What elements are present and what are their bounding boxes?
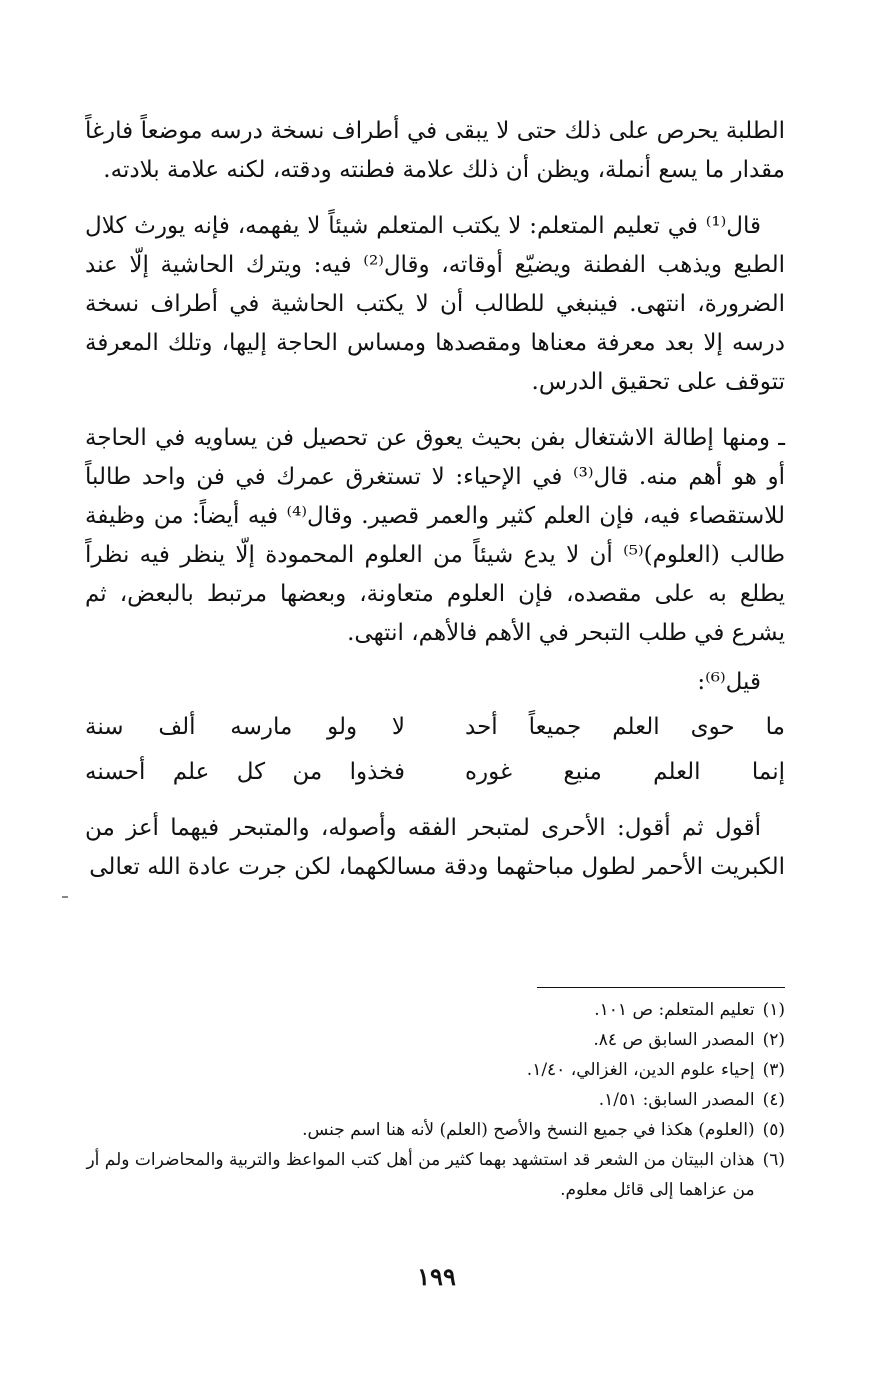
footnote-text: إحياء علوم الدين، الغزالي، ١/٤٠. [526, 1060, 755, 1080]
verse-1-first-hemistich: ما حوى العلم جميعاً أحد [465, 714, 785, 740]
paragraph-3: ـ ومنها إطالة الاشتغال بفن بحيث يعوق عن تحصيل فن يساويه في الحاجة أو هو أهم منه. قال⁽³⁾ في الإحياء: لا تستغرق عمرك في فن واحد طالباً للاستقصاء فيه، فإن العلم كثير والعمر قصير. وقال⁽⁴⁾ فيه أيضاً: من وظيفة طالب (العلوم)⁽⁵⁾ أن لا يدع شيئاً من العلوم المحمودة إلّا ينظر فيه نظراً يطلع به على مقصده، فإن العلوم متعاونة، وبعضها مرتبط بالبعض، ثم يشرع في طلب التبحر في الأهم فالأهم، انتهى. [85, 425, 785, 646]
footnote-4 [85, 1085, 785, 1115]
footnote-number: (٢) [762, 1030, 785, 1050]
verse-intro: قيل⁽⁶⁾: [697, 669, 761, 695]
footnote-number: (١) [762, 1000, 785, 1020]
footnotes [85, 995, 785, 1205]
paragraph-1: الطلبة يحرص على ذلك حتى لا يبقى في أطراف نسخة درسه موضعاً فارغاً مقدار ما يسع أنملة، ويظن أن ذلك علامة فطنته ودقته، لكنه علامة بلادته. [85, 118, 785, 183]
main-text [85, 112, 785, 887]
verse-line-1 [85, 708, 785, 747]
footnote-text: المصدر السابق: ١/٥١. [598, 1090, 755, 1110]
footnote-number: (٣) [762, 1060, 785, 1080]
footnote-1 [85, 995, 785, 1025]
verse-line-2 [85, 753, 785, 792]
verse-2-first-hemistich: إنما العلم منيع غوره [465, 759, 785, 785]
margin-mark [62, 896, 68, 898]
verse-1-second-hemistich: لا ولو مارسه ألف سنة [85, 714, 405, 740]
footnote-number: (٤) [762, 1090, 785, 1110]
footnote-number: (٦) [762, 1150, 785, 1170]
verse-2-second-hemistich: فخذوا من كل علم أحسنه [85, 759, 405, 785]
paragraph-2: قال⁽¹⁾ في تعليم المتعلم: لا يكتب المتعلم شيئاً لا يفهمه، فإنه يورث كلال الطبع ويذهب الفطنة ويضيّع أوقاته، وقال⁽²⁾ فيه: ويترك الحاشية إلّا عند الضرورة، انتهى. فينبغي للطالب أن لا يكتب الحاشية في أطراف نسخة درسه إلا بعد معرفة معناها ومقصدها ومساس الحاجة إليها، وتلك المعرفة تتوقف على تحقيق الدرس. [85, 213, 786, 395]
footnote-separator [537, 987, 785, 988]
footnote-3 [85, 1055, 785, 1085]
page-number: ١٩٩ [417, 1262, 456, 1291]
footnote-text: المصدر السابق ص ٨٤. [593, 1030, 755, 1050]
footnote-text: هذان البيتان من الشعر قد استشهد بهما كثير من أهل كتب المواعظ والتربية والمحاضرات ولم أر من عزاهما إلى قائل معلوم. [86, 1150, 755, 1200]
footnote-5 [85, 1115, 785, 1145]
footnote-text: تعليم المتعلم: ص ١٠١. [594, 1000, 755, 1020]
footnote-6 [85, 1145, 785, 1205]
footnote-text: (العلوم) هكذا في جميع النسخ والأصح (العلم) لأنه هنا اسم جنس. [302, 1120, 755, 1140]
closing-paragraph: أقول ثم أقول: الأحرى لمتبحر الفقه وأصوله، والمتبحر فيهما أعز من الكبريت الأحمر لطول مباحثهما ودقة مسالكهما، لكن جرت عادة الله تعالى [85, 815, 785, 880]
footnote-number: (٥) [762, 1120, 785, 1140]
footnote-2 [85, 1025, 785, 1055]
